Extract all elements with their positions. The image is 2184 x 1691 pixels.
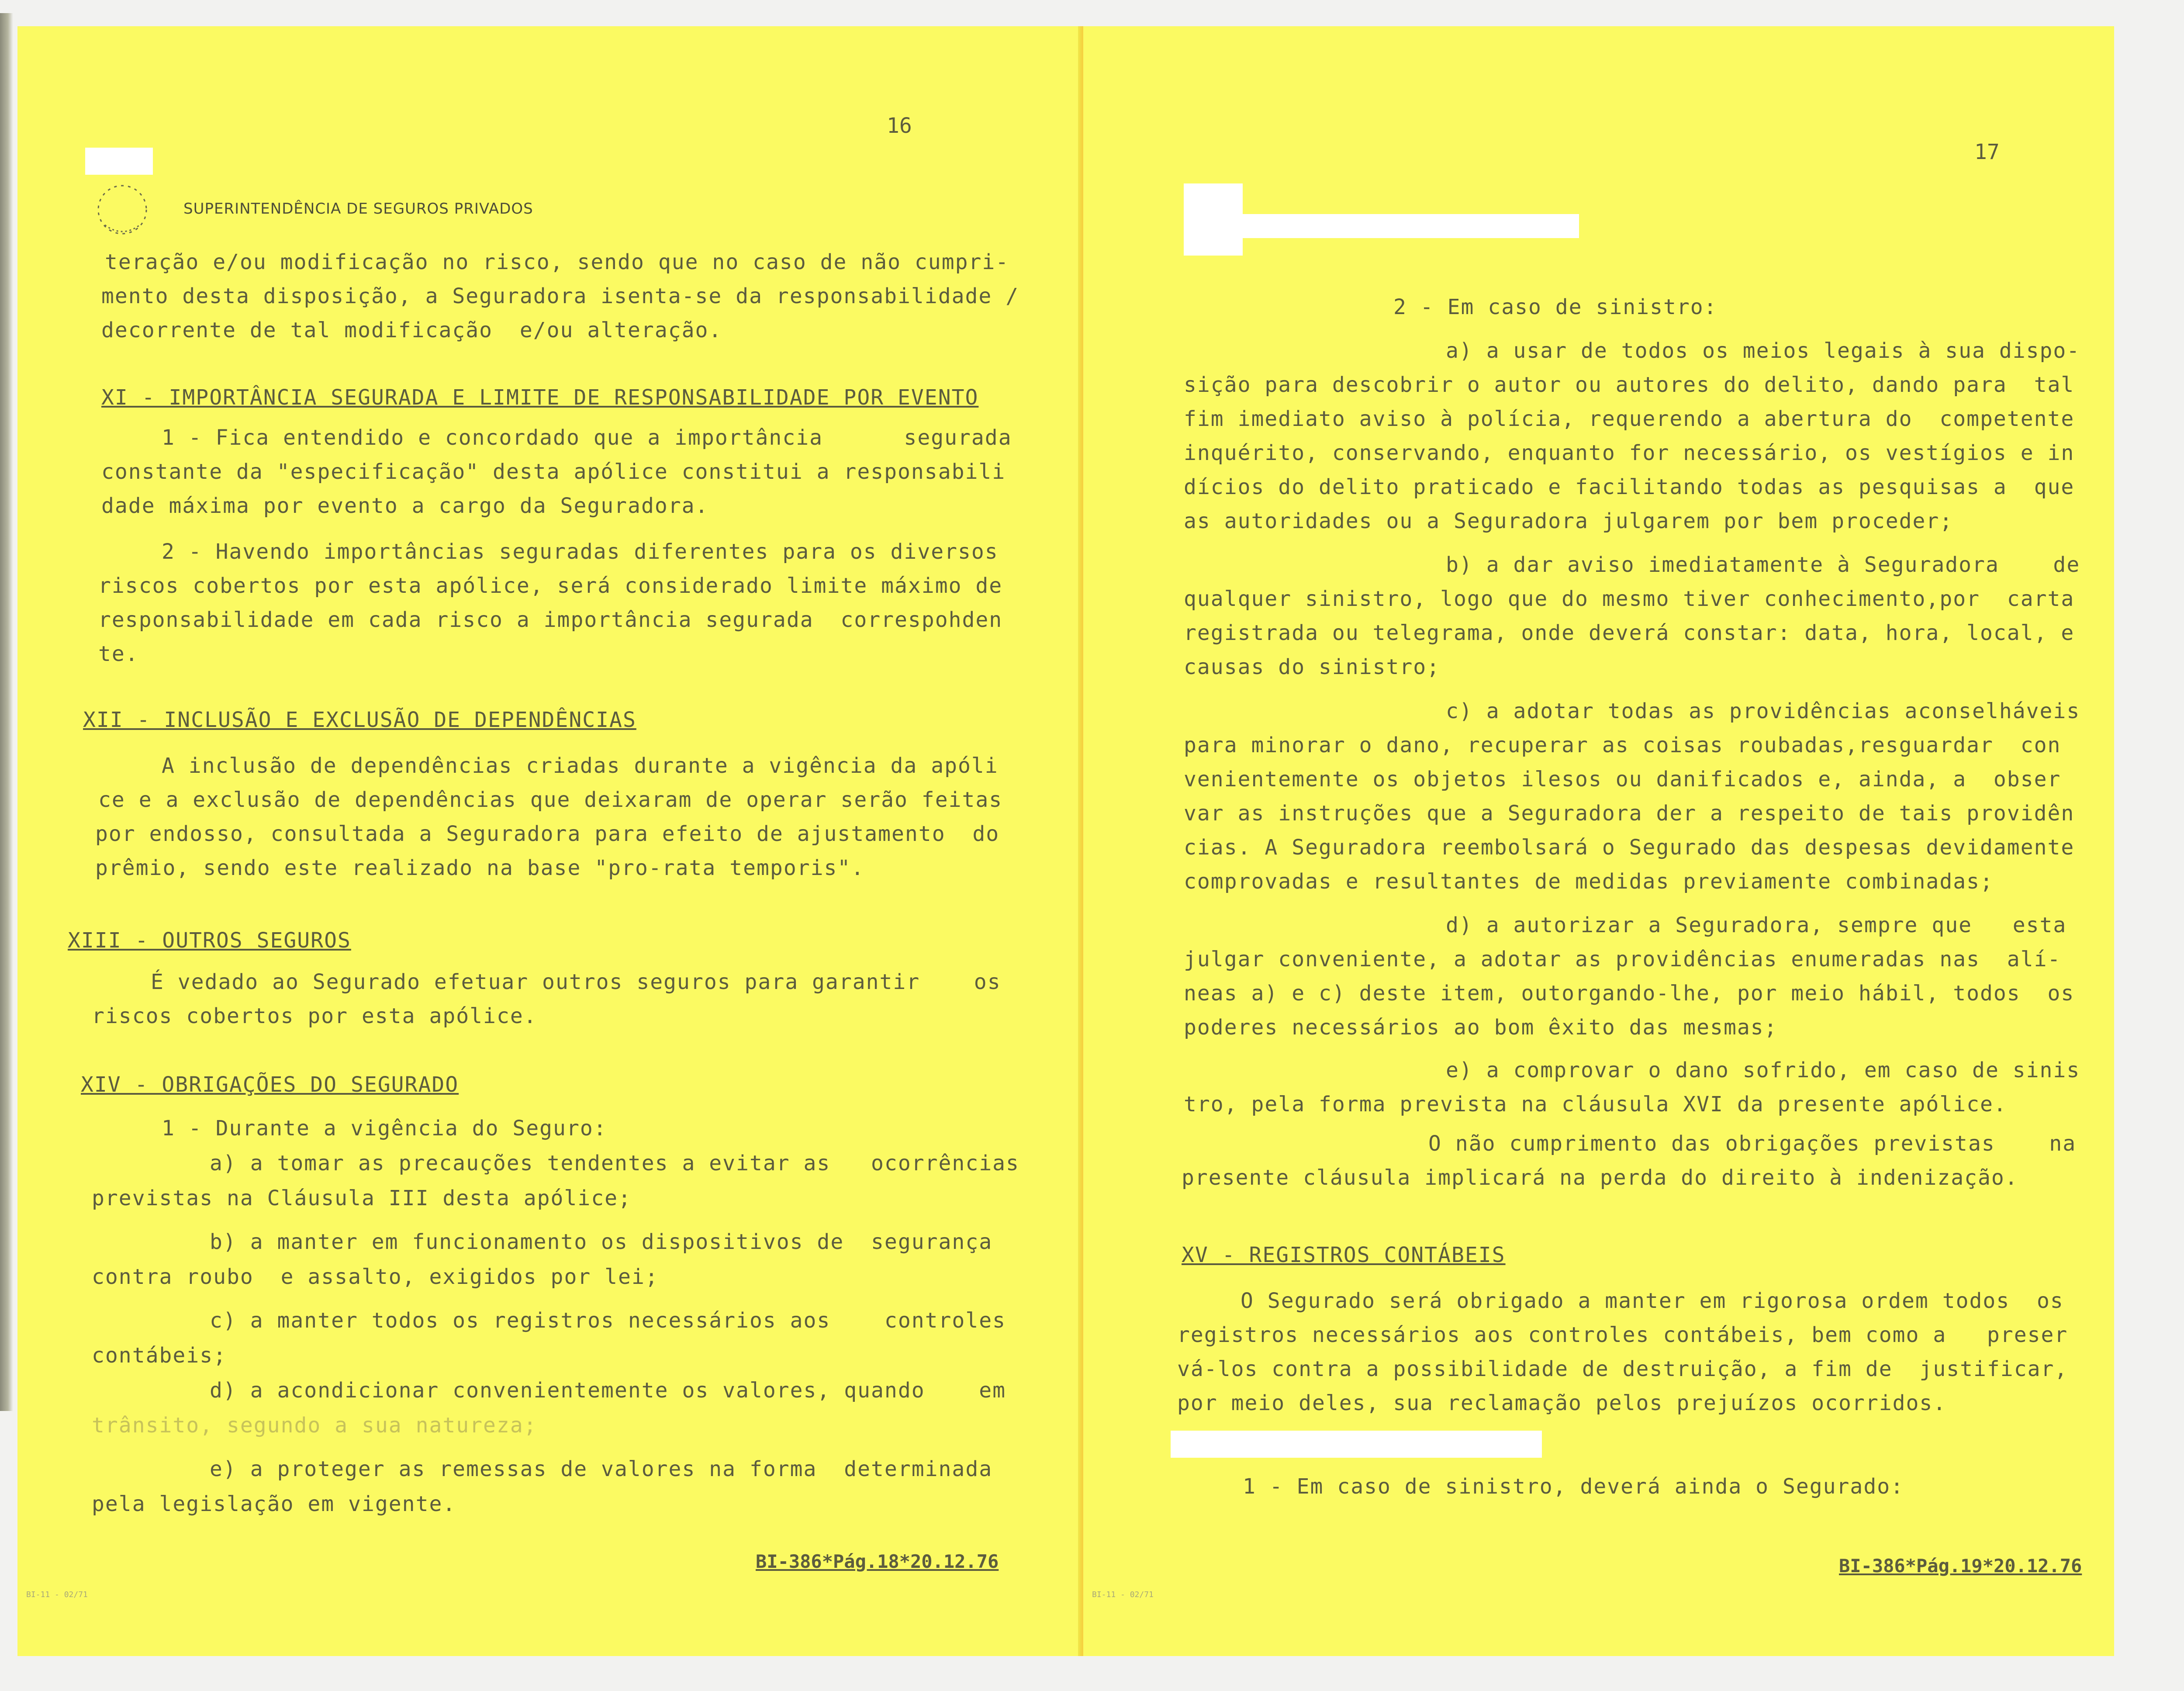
page-footer: BI-386*Pág.18*20.12.76 (756, 1551, 999, 1572)
text-line: d) a autorizar a Seguradora, sempre que esta (1446, 913, 2067, 937)
text-line: constante da "especificação" desta apólice constitui a responsabili (101, 460, 1006, 484)
letterhead-title: SUPERINTENDÊNCIA DE SEGUROS PRIVADOS (183, 200, 533, 218)
text-line: O Segurado será obrigado a manter em rigorosa ordem todos os (1241, 1289, 2064, 1313)
right-page (1083, 26, 2114, 1656)
text-line: ce e a exclusão de dependências que deixaram de operar serão feitas (98, 788, 1003, 812)
text-line: pela legislação em vigente. (92, 1492, 456, 1516)
page-footer: BI-386*Pág.19*20.12.76 (1839, 1555, 2082, 1577)
coat-of-arms-seal (81, 177, 164, 242)
form-code: BI-11 - 02/71 (1092, 1590, 1154, 1599)
text-line: dícios do delito praticado e facilitando todas as pesquisas a que (1184, 475, 2075, 499)
redaction-box (1243, 214, 1579, 238)
text-line: registros necessários aos controles contábeis, bem como a preser (1177, 1323, 2068, 1347)
text-line: var as instruções que a Seguradora der a respeito de tais providên (1184, 801, 2075, 826)
left-page (17, 26, 1083, 1656)
text-line: julgar conveniente, a adotar as providências enumeradas nas alí- (1184, 947, 2061, 972)
section-heading: XII - INCLUSÃO E EXCLUSÃO DE DEPENDÊNCIAS (83, 708, 636, 732)
text-line: d) a acondicionar convenientemente os valores, quando em (210, 1378, 1006, 1403)
text-line: previstas na Cláusula III desta apólice; (92, 1186, 632, 1210)
text-line: causas do sinistro; (1184, 655, 1441, 679)
text-line: prêmio, sendo este realizado na base "pro-rata temporis". (95, 856, 865, 880)
section-heading: XV - REGISTROS CONTÁBEIS (1182, 1243, 1506, 1267)
text-line: O não cumprimento das obrigações previstas na (1428, 1131, 2077, 1156)
text-line: A inclusão de dependências criadas durante a vigência da apóli (162, 754, 999, 778)
text-line: neas a) e c) deste item, outorgando-lhe, por meio hábil, todos os (1184, 981, 2075, 1006)
text-line: contábeis; (92, 1343, 227, 1368)
text-line: registrada ou telegrama, onde deverá constar: data, hora, local, e (1184, 621, 2075, 645)
redaction-box (1171, 1431, 1542, 1458)
text-line: responsabilidade em cada risco a importância segurada correspohden (98, 608, 1003, 632)
text-line: 1 - Em caso de sinistro, deverá ainda o Segurado: (1243, 1474, 1904, 1499)
text-line: vá-los contra a possibilidade de destruição, a fim de justificar, (1177, 1357, 2068, 1381)
text-line: contra roubo e assalto, exigidos por lei; (92, 1265, 659, 1289)
text-line: teração e/ou modificação no risco, sendo que no caso de não cumpri- (105, 250, 1009, 274)
text-line: a) a tomar as precauções tendentes a evitar as ocorrências (210, 1151, 1019, 1176)
section-heading: XIV - OBRIGAÇÕES DO SEGURADO (81, 1072, 459, 1097)
text-line: trânsito, segundo a sua natureza; (92, 1413, 537, 1438)
text-line: venientemente os objetos ilesos ou danificados e, ainda, a obser (1184, 767, 2061, 792)
text-line: tro, pela forma prevista na cláusula XVI da presente apólice. (1184, 1092, 2007, 1117)
text-line: a) a usar de todos os meios legais à sua dispo- (1446, 339, 2080, 363)
text-line: c) a manter todos os registros necessários aos controles (210, 1308, 1006, 1333)
text-line: 1 - Fica entendido e concordado que a importância segurada (162, 425, 1012, 450)
text-line: É vedado ao Segurado efetuar outros seguros para garantir os (151, 970, 1001, 994)
section-heading: XI - IMPORTÂNCIA SEGURADA E LIMITE DE RESPONSABILIDADE POR EVENTO (101, 385, 979, 410)
form-code: BI-11 - 02/71 (26, 1590, 88, 1599)
text-line: cias. A Seguradora reembolsará o Segurado das despesas devidamente (1184, 835, 2075, 860)
text-line: as autoridades ou a Seguradora julgarem por bem proceder; (1184, 509, 1953, 533)
text-line: b) a dar aviso imediatamente à Seguradora de (1446, 553, 2080, 577)
text-line: decorrente de tal modificação e/ou alteração. (101, 318, 722, 342)
text-line: riscos cobertos por esta apólice, será considerado limite máximo de (98, 574, 1003, 598)
text-line: presente cláusula implicará na perda do direito à indenização. (1182, 1165, 2018, 1190)
text-line: sição para descobrir o autor ou autores do delito, dando para tal (1184, 373, 2075, 397)
text-line: 2 - Em caso de sinistro: (1393, 295, 1717, 319)
book-edge-shadow (0, 13, 13, 1411)
page-number: 16 (887, 114, 912, 138)
text-line: comprovadas e resultantes de medidas previamente combinadas; (1184, 869, 1994, 894)
text-line: inquérito, conservando, enquanto for necessário, os vestígios e in (1184, 441, 2075, 465)
text-line: para minorar o dano, recuperar as coisas roubadas,resguardar con (1184, 733, 2061, 757)
text-line: por meio deles, sua reclamação pelos prejuízos ocorridos. (1177, 1391, 1947, 1415)
text-line: mento desta disposição, a Seguradora isenta-se da responsabilidade / (101, 284, 1019, 308)
text-line: e) a comprovar o dano sofrido, em caso de sinis (1446, 1058, 2080, 1082)
text-line: 1 - Durante a vigência do Seguro: (162, 1116, 607, 1141)
text-line: te. (98, 642, 139, 666)
text-line: c) a adotar todas as providências aconselháveis (1446, 699, 2080, 723)
redaction-box (1184, 183, 1243, 256)
text-line: e) a proteger as remessas de valores na forma determinada (210, 1457, 993, 1481)
text-line: 2 - Havendo importâncias seguradas diferentes para os diversos (162, 539, 999, 564)
text-line: fim imediato aviso à polícia, requerendo a abertura do competente (1184, 407, 2075, 431)
page-number: 17 (1974, 140, 2000, 164)
text-line: qualquer sinistro, logo que do mesmo tiver conhecimento,por carta (1184, 587, 2075, 611)
redaction-box (85, 148, 153, 175)
section-heading: XIII - OUTROS SEGUROS (68, 928, 351, 953)
text-line: b) a manter em funcionamento os dispositivos de segurança (210, 1230, 993, 1254)
text-line: riscos cobertos por esta apólice. (92, 1004, 537, 1028)
text-line: dade máxima por evento a cargo da Seguradora. (101, 494, 709, 518)
text-line: por endosso, consultada a Seguradora para efeito de ajustamento do (95, 822, 1000, 846)
text-line: poderes necessários ao bom êxito das mesmas; (1184, 1015, 1778, 1040)
